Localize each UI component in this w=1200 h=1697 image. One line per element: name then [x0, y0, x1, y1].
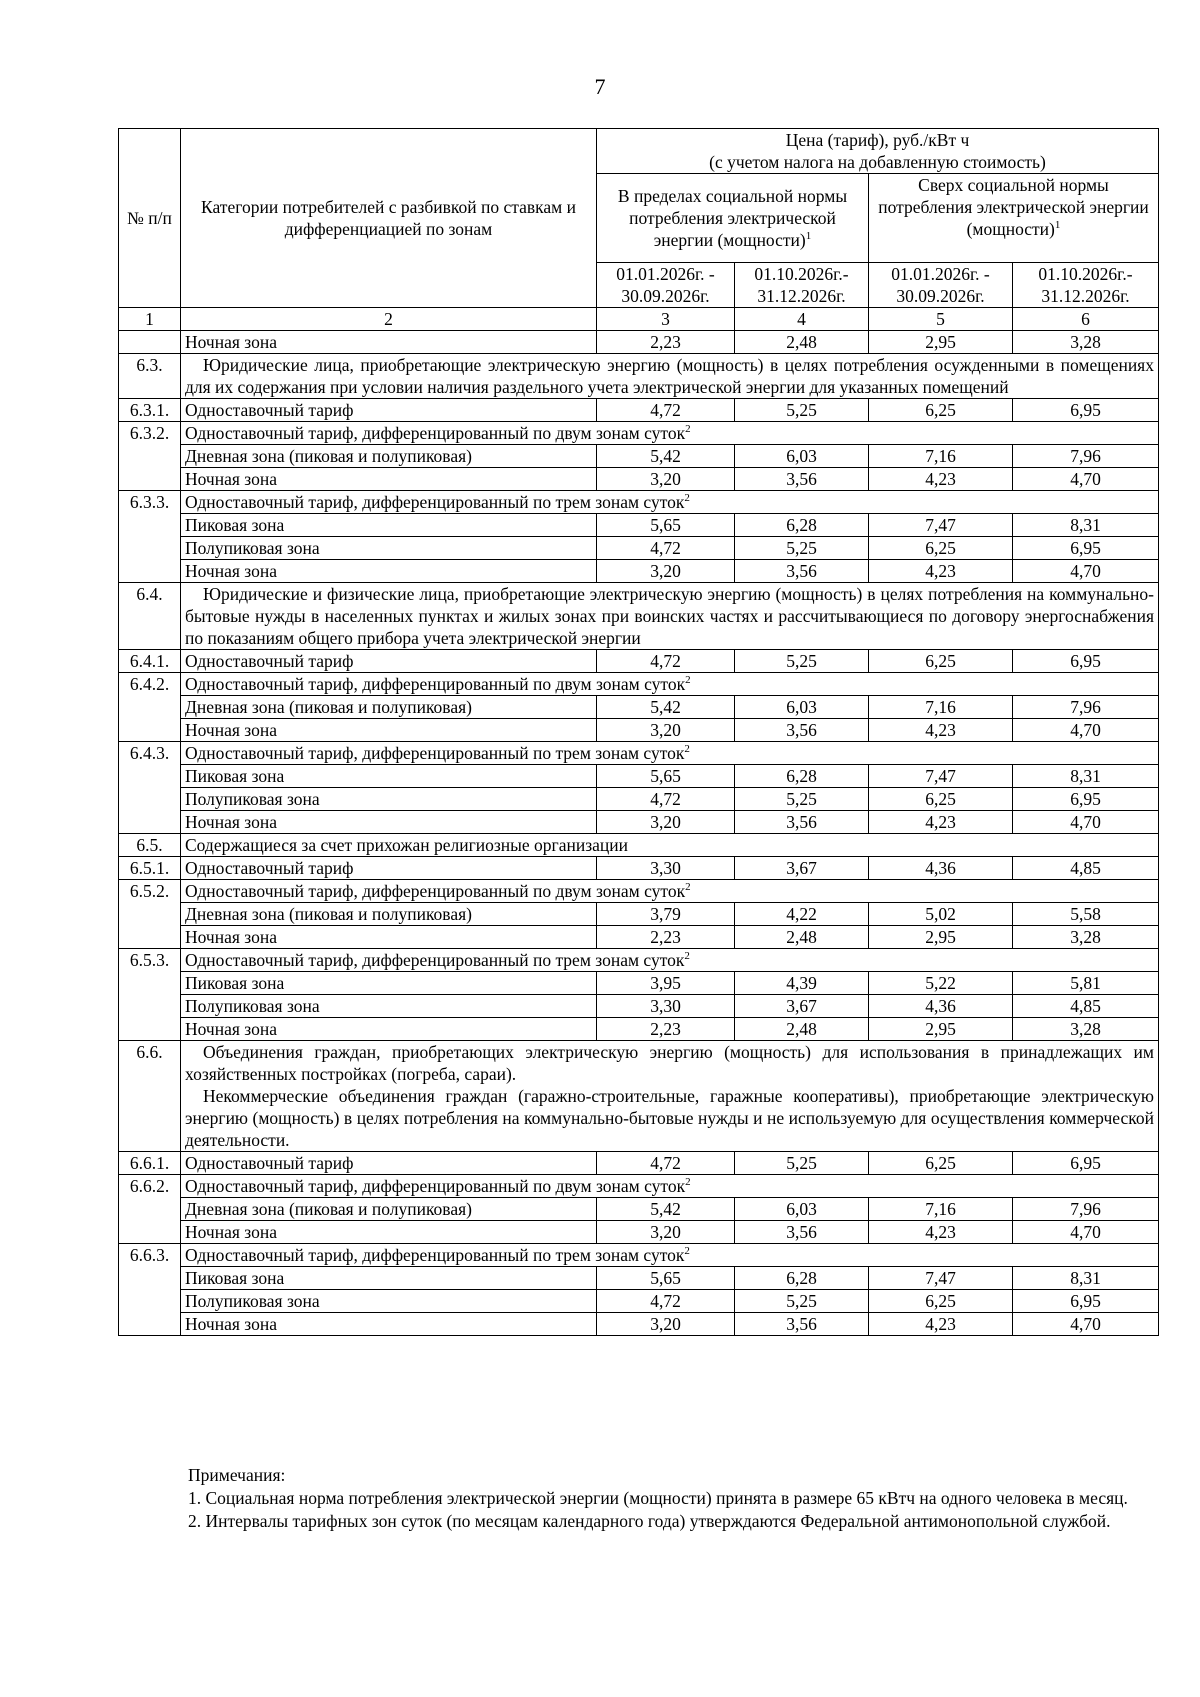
section-title: Содержащиеся за счет прихожан религиозные организации — [181, 834, 1159, 857]
row-number: 6.6.3. — [119, 1244, 181, 1336]
table-row — [119, 560, 1159, 583]
row-number: 6.4.1. — [119, 650, 181, 673]
row-number: 6.5.1. — [119, 857, 181, 880]
tariff-value: 2,48 — [735, 331, 869, 354]
tariff-value: 2,48 — [735, 926, 869, 949]
footnote-ref: 2 — [684, 743, 690, 756]
zone-name: Полупиковая зона — [181, 995, 597, 1018]
column-index: 4 — [735, 308, 869, 331]
table-row — [119, 1175, 1159, 1198]
table-row — [119, 1152, 1159, 1175]
tariff-value: 5,25 — [735, 399, 869, 422]
section-number: 6.4. — [119, 583, 181, 650]
tariff-value: 4,70 — [1013, 468, 1159, 491]
column-index: 2 — [181, 308, 597, 331]
tariff-value: 6,28 — [735, 514, 869, 537]
tariff-value: 4,36 — [869, 995, 1013, 1018]
table-row — [119, 1018, 1159, 1041]
table-row — [119, 972, 1159, 995]
tariff-value: 4,23 — [869, 719, 1013, 742]
table-row — [119, 537, 1159, 560]
price-header — [597, 129, 1159, 174]
tariff-value: 2,95 — [869, 926, 1013, 949]
tariff-value: 6,95 — [1013, 650, 1159, 673]
tariff-value: 3,20 — [597, 1313, 735, 1336]
zone-name: Ночная зона — [181, 1313, 597, 1336]
tariff-value: 5,25 — [735, 1152, 869, 1175]
footnote-ref: 2 — [685, 423, 691, 436]
table-row — [119, 926, 1159, 949]
table-row — [119, 1290, 1159, 1313]
tariff-value: 6,25 — [869, 399, 1013, 422]
footnote-ref: 2 — [685, 881, 691, 894]
note-item: 2. Интервалы тарифных зон суток (по месяцам календарного года) утверждаются Федеральной антимонопольной службой. — [188, 1511, 1111, 1531]
tariff-name: Одноставочный тариф — [181, 650, 597, 673]
subheader-text: Одноставочный тариф, дифференцированный по трем зонам суток — [185, 492, 685, 512]
zone-name: Полупиковая зона — [181, 1290, 597, 1313]
tariff-value: 4,85 — [1013, 995, 1159, 1018]
tariff-value: 4,72 — [597, 1290, 735, 1313]
tariff-value: 7,16 — [869, 696, 1013, 719]
tariff-table — [118, 128, 1159, 1336]
tariff-value: 4,72 — [597, 537, 735, 560]
tariff-name: Одноставочный тариф — [181, 399, 597, 422]
table-row — [119, 742, 1159, 765]
column-index: 3 — [597, 308, 735, 331]
table-row — [119, 1244, 1159, 1267]
subheader-text: Одноставочный тариф, дифференцированный по двум зонам суток — [185, 1176, 686, 1196]
tariff-value: 6,25 — [869, 537, 1013, 560]
tariff-value: 3,56 — [735, 1313, 869, 1336]
notes-title: Примечания: — [188, 1465, 286, 1485]
zone-name: Ночная зона — [181, 468, 597, 491]
table-row — [119, 1267, 1159, 1290]
tariff-value: 6,03 — [735, 696, 869, 719]
price-subtitle: (с учетом налога на добавленную стоимость) — [709, 152, 1046, 172]
tariff-value: 5,42 — [597, 696, 735, 719]
column-index: 1 — [119, 308, 181, 331]
tariff-value: 3,28 — [1013, 1018, 1159, 1041]
table-row — [119, 811, 1159, 834]
table-row — [119, 422, 1159, 445]
tariff-value: 6,03 — [735, 445, 869, 468]
footnote-ref: 1 — [1054, 219, 1061, 232]
tariff-value: 3,67 — [735, 857, 869, 880]
tariff-value: 4,22 — [735, 903, 869, 926]
tariff-value: 4,72 — [597, 1152, 735, 1175]
within-norm-text: В пределах социальной нормы потребления электрической энергии (мощности) — [617, 186, 848, 250]
row-number: 6.4.3. — [119, 742, 181, 834]
table-row — [119, 468, 1159, 491]
section-title — [181, 1041, 1159, 1152]
tariff-value: 3,20 — [597, 560, 735, 583]
tariff-value: 3,20 — [597, 468, 735, 491]
zone-name: Ночная зона — [181, 719, 597, 742]
footnote-ref: 2 — [684, 1245, 690, 1258]
tariff-value: 6,25 — [869, 1152, 1013, 1175]
tariff-value: 4,23 — [869, 1313, 1013, 1336]
row-number: 6.4.2. — [119, 673, 181, 742]
footnote-ref: 1 — [805, 230, 812, 243]
table-row — [119, 1221, 1159, 1244]
tariff-value: 4,70 — [1013, 719, 1159, 742]
section-paragraph: Некоммерческие объединения граждан (гаражно-строительные, гаражные кооперативы), приобретающие электрическую энергию (мощность) в целях потребления на коммунально-бытовые нужды и не используемую для осуществления коммерческой деятельности. — [185, 1086, 1154, 1150]
zone-name: Пиковая зона — [181, 765, 597, 788]
row-number: 6.3.2. — [119, 422, 181, 491]
zone-name: Ночная зона — [181, 926, 597, 949]
tariff-subheader — [181, 491, 1159, 514]
tariff-value: 3,30 — [597, 995, 735, 1018]
tariff-value: 2,23 — [597, 1018, 735, 1041]
tariff-value: 6,95 — [1013, 399, 1159, 422]
section-title: Юридические лица, приобретающие электрическую энергию (мощность) в целях потребления осужденными в помещениях для их содержания при условии наличия раздельного учета электрической энергии для указанных помещений — [181, 354, 1159, 399]
tariff-value: 3,67 — [735, 995, 869, 1018]
tariff-value: 8,31 — [1013, 1267, 1159, 1290]
section-number: 6.6. — [119, 1041, 181, 1152]
subheader-text: Одноставочный тариф, дифференцированный по трем зонам суток — [185, 1245, 685, 1265]
tariff-subheader — [181, 880, 1159, 903]
tariff-name: Одноставочный тариф — [181, 1152, 597, 1175]
column-index: 6 — [1013, 308, 1159, 331]
footnote-ref: 2 — [684, 492, 690, 505]
tariff-value: 5,58 — [1013, 903, 1159, 926]
tariff-value: 4,23 — [869, 560, 1013, 583]
tariff-value: 4,36 — [869, 857, 1013, 880]
section-row — [119, 1041, 1159, 1152]
subheader-text: Одноставочный тариф, дифференцированный по трем зонам суток — [185, 743, 685, 763]
above-norm-text: Сверх социальной нормы потребления электрической энергии (мощности) — [878, 175, 1149, 239]
table-row — [119, 1198, 1159, 1221]
period-header: 01.01.2026г. - 30.09.2026г. — [597, 263, 735, 308]
table-row — [119, 331, 1159, 354]
tariff-value: 7,47 — [869, 1267, 1013, 1290]
tariff-value: 4,70 — [1013, 1221, 1159, 1244]
col-category-header: Категории потребителей с разбивкой по ставкам и дифференциацией по зонам — [181, 129, 597, 308]
tariff-value: 6,28 — [735, 1267, 869, 1290]
note-item: 1. Социальная норма потребления электрической энергии (мощности) принята в размере 65 кВтч на одного человека в месяц. — [188, 1488, 1128, 1508]
table-row — [119, 696, 1159, 719]
tariff-value: 4,72 — [597, 650, 735, 673]
tariff-value: 7,47 — [869, 765, 1013, 788]
tariff-value: 2,23 — [597, 331, 735, 354]
table-row — [119, 491, 1159, 514]
tariff-value: 4,70 — [1013, 560, 1159, 583]
tariff-value: 2,48 — [735, 1018, 869, 1041]
zone-name: Пиковая зона — [181, 972, 597, 995]
tariff-value: 3,56 — [735, 560, 869, 583]
tariff-value: 5,65 — [597, 765, 735, 788]
tariff-subheader — [181, 673, 1159, 696]
tariff-subheader — [181, 1175, 1159, 1198]
table-row — [119, 1313, 1159, 1336]
tariff-subheader — [181, 422, 1159, 445]
zone-name: Ночная зона — [181, 331, 597, 354]
zone-name: Ночная зона — [181, 811, 597, 834]
zone-name: Полупиковая зона — [181, 788, 597, 811]
section-number: 6.5. — [119, 834, 181, 857]
tariff-value: 6,95 — [1013, 788, 1159, 811]
zone-name: Дневная зона (пиковая и полупиковая) — [181, 903, 597, 926]
page-number: 7 — [594, 74, 606, 99]
tariff-value: 2,23 — [597, 926, 735, 949]
footnote-ref: 2 — [684, 950, 690, 963]
zone-name: Ночная зона — [181, 560, 597, 583]
tariff-value: 3,95 — [597, 972, 735, 995]
tariff-value: 4,85 — [1013, 857, 1159, 880]
tariff-value: 5,42 — [597, 445, 735, 468]
tariff-value: 4,70 — [1013, 811, 1159, 834]
zone-name: Дневная зона (пиковая и полупиковая) — [181, 445, 597, 468]
tariff-value: 4,39 — [735, 972, 869, 995]
tariff-value: 6,25 — [869, 650, 1013, 673]
section-row — [119, 834, 1159, 857]
tariff-value: 8,31 — [1013, 765, 1159, 788]
period-header: 01.01.2026г. - 30.09.2026г. — [869, 263, 1013, 308]
above-norm-header — [869, 174, 1159, 263]
section-number: 6.3. — [119, 354, 181, 399]
tariff-value: 8,31 — [1013, 514, 1159, 537]
within-norm-header — [597, 174, 869, 263]
tariff-value: 4,23 — [869, 468, 1013, 491]
zone-name: Дневная зона (пиковая и полупиковая) — [181, 1198, 597, 1221]
section-row — [119, 354, 1159, 399]
zone-name: Дневная зона (пиковая и полупиковая) — [181, 696, 597, 719]
table-row — [119, 903, 1159, 926]
section-row — [119, 583, 1159, 650]
tariff-value: 4,72 — [597, 399, 735, 422]
row-number: 6.6.2. — [119, 1175, 181, 1244]
tariff-value: 5,65 — [597, 514, 735, 537]
tariff-value: 6,25 — [869, 1290, 1013, 1313]
tariff-value: 4,23 — [869, 811, 1013, 834]
footnote-ref: 2 — [685, 674, 691, 687]
tariff-value: 2,95 — [869, 331, 1013, 354]
zone-name: Пиковая зона — [181, 514, 597, 537]
tariff-subheader — [181, 1244, 1159, 1267]
tariff-value: 4,72 — [597, 788, 735, 811]
tariff-value: 6,95 — [1013, 1152, 1159, 1175]
tariff-value: 5,25 — [735, 537, 869, 560]
tariff-value: 3,28 — [1013, 926, 1159, 949]
period-header: 01.10.2026г.- 31.12.2026г. — [1013, 263, 1159, 308]
section-title: Юридические и физические лица, приобретающие электрическую энергию (мощность) в целях потребления на коммунально-бытовые нужды в населенных пунктах и жилых зонах при воинских частях и рассчитывающиеся по договору энергоснабжения по показаниям общего прибора учета электрической энергии — [181, 583, 1159, 650]
tariff-value: 7,96 — [1013, 445, 1159, 468]
zone-name: Полупиковая зона — [181, 537, 597, 560]
section-paragraph: Объединения граждан, приобретающих электрическую энергию (мощность) для использования в принадлежащих им хозяйственных постройках (погреба, сараи). — [185, 1042, 1154, 1084]
column-index: 5 — [869, 308, 1013, 331]
tariff-value: 5,25 — [735, 788, 869, 811]
tariff-value: 6,03 — [735, 1198, 869, 1221]
tariff-value: 4,23 — [869, 1221, 1013, 1244]
row-number: 6.6.1. — [119, 1152, 181, 1175]
table-row — [119, 445, 1159, 468]
tariff-subheader — [181, 949, 1159, 972]
tariff-value: 7,96 — [1013, 696, 1159, 719]
table-row — [119, 857, 1159, 880]
footnote-ref: 2 — [685, 1176, 691, 1189]
table-row — [119, 880, 1159, 903]
tariff-value: 3,56 — [735, 719, 869, 742]
tariff-name: Одноставочный тариф — [181, 857, 597, 880]
table-row — [119, 719, 1159, 742]
table-row — [119, 514, 1159, 537]
tariff-value: 3,28 — [1013, 331, 1159, 354]
table-row — [119, 399, 1159, 422]
tariff-value: 6,28 — [735, 765, 869, 788]
table-row — [119, 949, 1159, 972]
tariff-value: 6,25 — [869, 788, 1013, 811]
row-number: 6.5.2. — [119, 880, 181, 949]
tariff-value: 6,95 — [1013, 1290, 1159, 1313]
tariff-value: 6,95 — [1013, 537, 1159, 560]
tariff-value: 5,02 — [869, 903, 1013, 926]
row-number: 6.5.3. — [119, 949, 181, 1041]
subheader-text: Одноставочный тариф, дифференцированный по двум зонам суток — [185, 674, 686, 694]
tariff-value: 7,96 — [1013, 1198, 1159, 1221]
tariff-value: 7,47 — [869, 514, 1013, 537]
table-row — [119, 995, 1159, 1018]
period-header: 01.10.2026г.- 31.12.2026г. — [735, 263, 869, 308]
zone-name: Ночная зона — [181, 1018, 597, 1041]
subheader-text: Одноставочный тариф, дифференцированный по двум зонам суток — [185, 881, 686, 901]
tariff-value: 3,56 — [735, 811, 869, 834]
tariff-value: 3,20 — [597, 1221, 735, 1244]
tariff-value: 3,56 — [735, 468, 869, 491]
col-num-header: № п/п — [119, 129, 181, 308]
tariff-value: 5,42 — [597, 1198, 735, 1221]
tariff-value: 3,20 — [597, 811, 735, 834]
zone-name: Ночная зона — [181, 1221, 597, 1244]
row-number: 6.3.3. — [119, 491, 181, 583]
tariff-value: 7,16 — [869, 1198, 1013, 1221]
subheader-text: Одноставочный тариф, дифференцированный по трем зонам суток — [185, 950, 685, 970]
tariff-value: 5,22 — [869, 972, 1013, 995]
subheader-text: Одноставочный тариф, дифференцированный по двум зонам суток — [185, 423, 686, 443]
tariff-subheader — [181, 742, 1159, 765]
tariff-value: 3,56 — [735, 1221, 869, 1244]
tariff-value: 5,65 — [597, 1267, 735, 1290]
row-number: 6.3.1. — [119, 399, 181, 422]
tariff-value: 4,70 — [1013, 1313, 1159, 1336]
notes — [118, 1464, 1164, 1533]
price-title: Цена (тариф), руб./кВт ч — [785, 130, 970, 150]
table-row — [119, 788, 1159, 811]
tariff-value: 3,20 — [597, 719, 735, 742]
tariff-value: 3,30 — [597, 857, 735, 880]
table-row — [119, 765, 1159, 788]
tariff-value: 5,25 — [735, 650, 869, 673]
table-row — [119, 673, 1159, 696]
tariff-value: 2,95 — [869, 1018, 1013, 1041]
tariff-value: 5,81 — [1013, 972, 1159, 995]
tariff-value: 7,16 — [869, 445, 1013, 468]
zone-name: Пиковая зона — [181, 1267, 597, 1290]
table-row — [119, 650, 1159, 673]
tariff-value: 5,25 — [735, 1290, 869, 1313]
tariff-value: 3,79 — [597, 903, 735, 926]
